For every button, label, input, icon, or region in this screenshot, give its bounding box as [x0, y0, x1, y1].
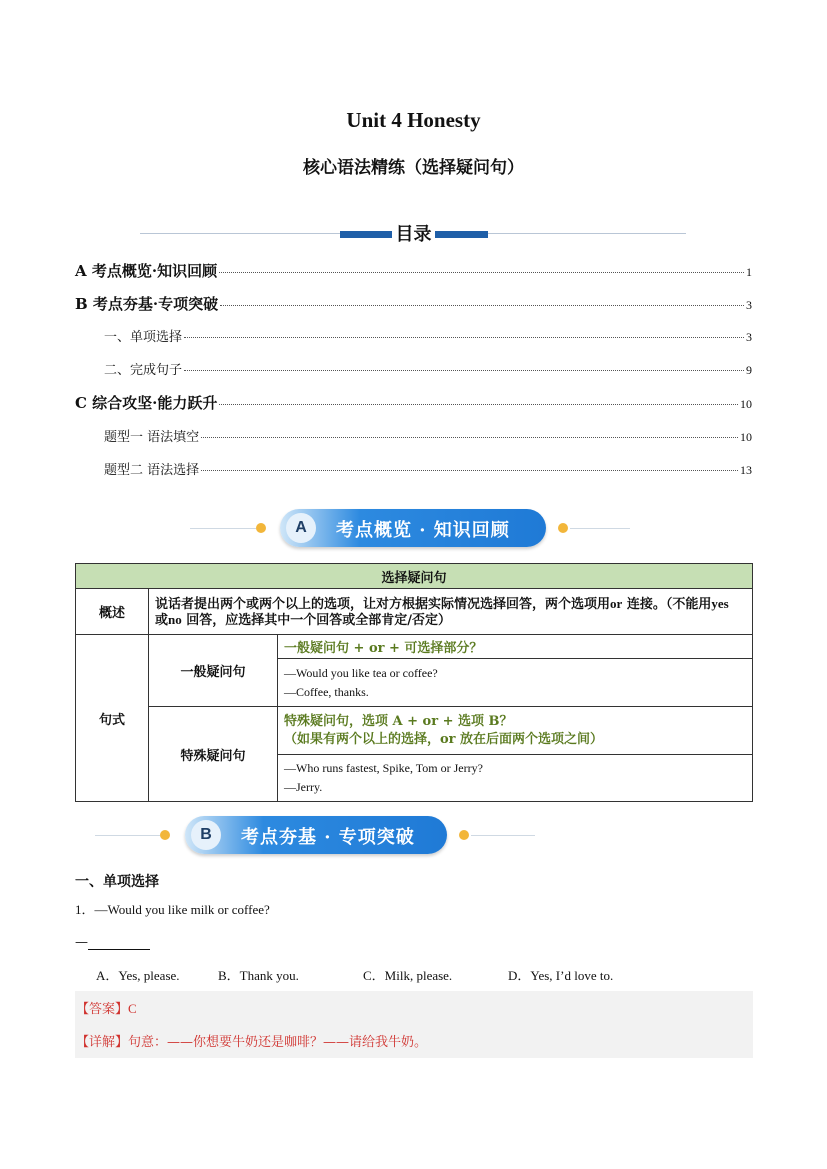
toc-item-page: 13 [740, 463, 752, 477]
special-question-label: 特殊疑问句 [149, 707, 278, 802]
toc-item-page: 9 [746, 363, 752, 377]
explain-text: 句意：——你想要牛奶还是咖啡？——请给我牛奶。 [128, 1035, 428, 1050]
toc-item-label: 一、单项选择 [104, 330, 183, 345]
toc-item-page: 3 [746, 330, 752, 344]
toc-item[interactable] [75, 392, 752, 413]
option-c[interactable]: C．Milk, please. [363, 968, 453, 983]
dot-icon [459, 830, 469, 840]
general-example: —Would you like tea or coffee? —Coffee, thanks. [278, 659, 753, 707]
overview-text: 说话者提出两个或两个以上的选项，让对方根据实际情况选择回答，两个选项用or 连接。（不能用yes 或no 回答，应选择其中一个回答或全部肯定/否定） [149, 589, 753, 635]
toc-item-label: 二、完成句子 [104, 363, 183, 378]
toc-item-page: 1 [746, 265, 752, 279]
dot-icon [256, 523, 266, 533]
overview-label: 概述 [76, 589, 149, 635]
section-heading: 一、单项选择 [75, 874, 159, 890]
section-banner-a [190, 509, 630, 549]
explanation-line [76, 1031, 427, 1050]
toc-item[interactable] [75, 260, 752, 281]
toc-item[interactable] [104, 326, 752, 345]
toc-heading: 目录 [395, 224, 432, 245]
general-question-label: 一般疑问句 [149, 635, 278, 707]
grammar-table [75, 563, 753, 802]
document-title: Unit 4 Honesty [346, 108, 481, 132]
toc-item[interactable] [75, 293, 752, 314]
document-subtitle: 核心语法精练（选择疑问句） [303, 158, 524, 178]
toc-item[interactable] [104, 459, 752, 478]
section-banner-b [95, 816, 625, 856]
table-title: 选择疑问句 [76, 564, 753, 589]
special-example: —Who runs fastest, Spike, Tom or Jerry? —Jerry. [278, 755, 753, 802]
toc-item[interactable] [104, 426, 752, 445]
toc-item-label: C 综合攻坚·能力跃升 [75, 394, 218, 412]
toc-item-label: B 考点夯基·专项突破 [75, 295, 219, 313]
toc-item-label: 题型一 语法填空 [104, 430, 200, 445]
toc-item-label: 题型二 语法选择 [104, 463, 200, 478]
option-d[interactable]: D．Yes, I’d love to. [508, 968, 614, 983]
toc-item-page: 10 [740, 397, 752, 411]
special-formula: 特殊疑问句，选项 A + or + 选项 B？ （如果有两个以上的选择，or 放在后面两个选项之间） [278, 707, 753, 755]
answer-line [76, 998, 137, 1017]
section-letter-badge: B [191, 820, 221, 850]
option-a[interactable]: A．Yes, please. [96, 968, 180, 983]
toc-item-page: 3 [746, 298, 752, 312]
dot-icon [160, 830, 170, 840]
explain-tag: 【详解】 [76, 1035, 129, 1050]
pattern-label: 句式 [76, 635, 149, 802]
answer-value: C [128, 1001, 137, 1016]
toc-item-page: 10 [740, 430, 752, 444]
toc-bar-right [435, 231, 488, 238]
general-formula: 一般疑问句 + or + 可选择部分？ [278, 635, 753, 659]
section-banner-title: 考点夯基 · 专项突破 [241, 827, 415, 848]
toc-divider-right [488, 233, 686, 234]
section-banner-title: 考点概览 · 知识回顾 [336, 520, 510, 541]
dot-icon [558, 523, 568, 533]
toc-item[interactable] [104, 359, 752, 378]
question-text: 1．—Would you like milk or coffee? [75, 902, 270, 917]
answer-blank[interactable]: — [75, 935, 150, 950]
answer-tag: 【答案】 [76, 1002, 129, 1017]
toc-item-label: A 考点概览·知识回顾 [75, 262, 218, 280]
section-letter-badge: A [286, 513, 316, 543]
option-b[interactable]: B．Thank you. [218, 968, 299, 983]
